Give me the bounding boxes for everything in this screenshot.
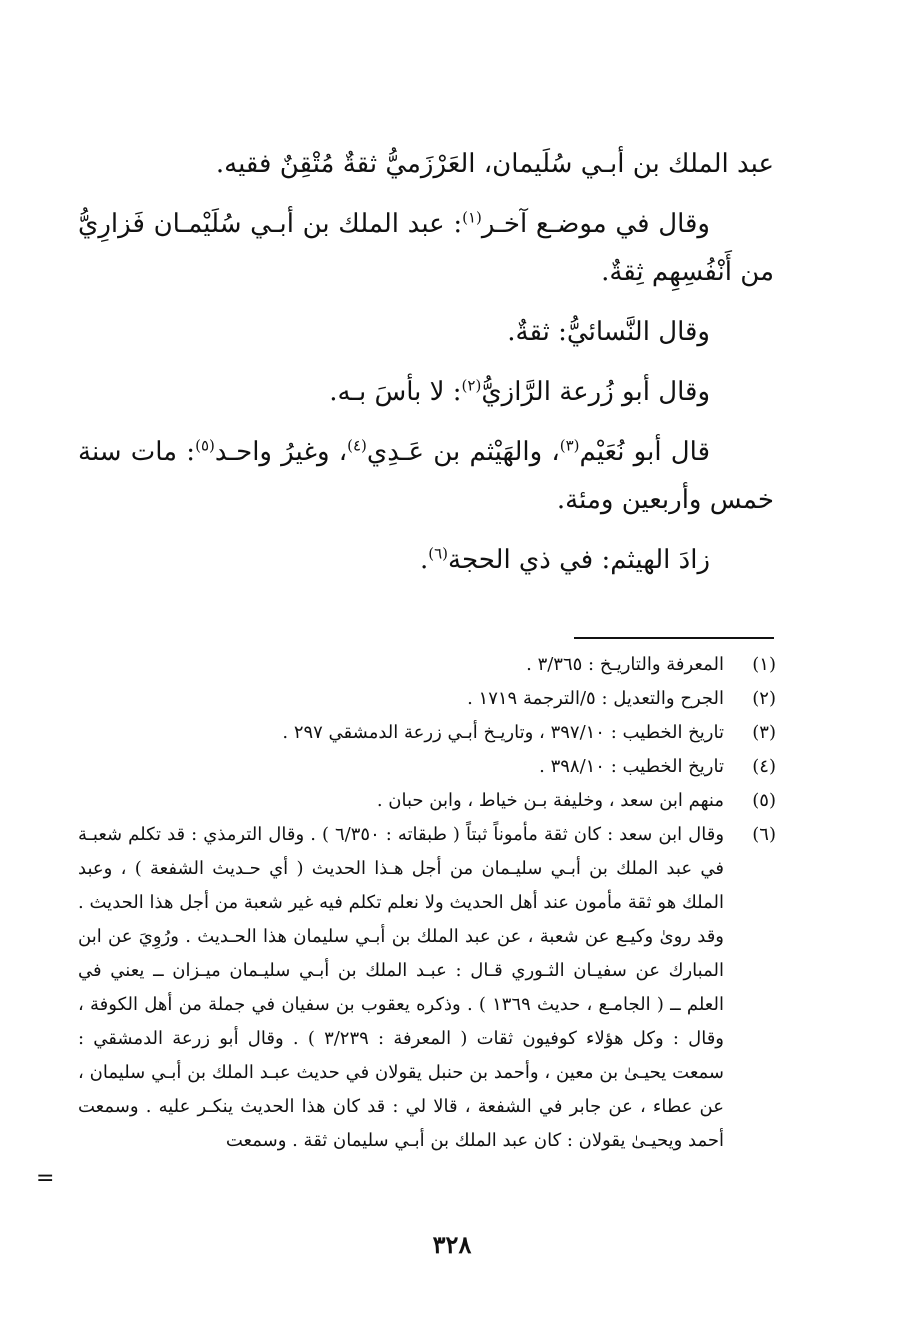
paragraph-6-text-a: زادَ الهيثم: في ذي الحجة xyxy=(448,545,710,575)
footnote-text: تاريخ الخطيب : ٣٩٨/١٠ . xyxy=(539,756,724,777)
footnote-number: (٦) xyxy=(752,824,776,845)
continuation-mark: = xyxy=(36,1166,55,1191)
footnote-number: (٤) xyxy=(752,756,776,777)
paragraph-5-text-d: : مات سنة خمس وأربعين ومئة. xyxy=(78,437,774,515)
footnote-text: وقال ابن سعد : كان ثقة مأموناً ثبتاً ( طبقاته : ٦/٣٥٠ ) . وقال الترمذي : قد تكلم شعبـة في عبد الملك بن أبـي سليـمان من أجل هـذا الحديث ( أي حـديث الشفعة ) ، وعبد الملك هو ثقة مأمون عند أهل الحديث ولا نعلم تكلم فيه غير شعبة من أجل هذا الحديث . وقد روىٰ وكيـع عن شعبة ، عن عبد الملك بن أبـي سليمان هذا الحـديث . ورُوِيَ عن ابن المبارك عن سفيـان الثـوري قـال : عبـد الملك بن أبـي سليـمان ميـزان ــ يعني في العلم ــ ( الجامـع ، حديث ١٣٦٩ ) . وذكره يعقوب بن سفيان في جملة من أهل الكوفة ، وقال : وكل هؤلاء كوفيون ثقات ( المعرفة : ٣/٢٣٩ ) . وقال أبو زرعة الدمشقي : سمعت يحيـىٰ بن معين ، وأحمد بن حنبل يقولان في حديث عبـد الملك بن أبـي سليمان ، عن عطاء ، عن جابر في الشفعة ، قالا لي : قد كان هذا الحديث ينكـر عليه . وسمعت أحمد ويحيـىٰ يقولان : كان عبد الملك بن أبـي سليمان ثقة . وسمعت xyxy=(78,824,725,1151)
paragraph-3-text: وقال النَّسائيُّ: ثقةٌ. xyxy=(507,317,710,347)
paragraph-5-text-c: ، وغيرُ واحـد xyxy=(214,437,348,467)
footnote-number: (١) xyxy=(752,654,776,675)
paragraph-3 xyxy=(78,308,774,356)
footnote-ref-3[interactable]: (٣) xyxy=(559,436,580,455)
footnote-ref-4[interactable]: (٤) xyxy=(347,436,367,455)
footnote-5 xyxy=(78,784,776,818)
paragraph-5 xyxy=(78,428,774,524)
paragraph-4-text-a: وقال أبو زُرعة الرَّازيُّ xyxy=(481,377,710,407)
paragraph-1-text: عبد الملك بن أبـي سُلَيمان، العَرْزَميُّ ثقةٌ مُتْقِنٌ فقيه. xyxy=(215,149,774,179)
footnote-text: المعرفة والتاريـخ : ٣/٣٦٥ . xyxy=(526,654,724,675)
footnote-2 xyxy=(78,682,776,716)
footnote-ref-2[interactable]: (٢) xyxy=(461,376,482,395)
footnote-6 xyxy=(78,818,776,1158)
paragraph-1 xyxy=(78,140,774,188)
footnote-ref-6[interactable]: (٦) xyxy=(428,544,449,563)
footnote-number: (٥) xyxy=(752,790,776,811)
footnotes xyxy=(78,648,776,1158)
paragraph-2 xyxy=(78,200,774,296)
footnote-ref-5[interactable]: (٥) xyxy=(195,436,215,455)
footnote-text: الجرح والتعديل : ٥/الترجمة ١٧١٩ . xyxy=(467,688,724,709)
paragraph-2-text-a: وقال في موضـع آخـر xyxy=(481,209,710,239)
footnote-number: (٣) xyxy=(752,722,776,743)
footnote-1 xyxy=(78,648,776,682)
paragraph-6 xyxy=(78,536,774,584)
footnote-text: تاريخ الخطيب : ٣٩٧/١٠ ، وتاريـخ أبـي زرعة الدمشقي ٢٩٧ . xyxy=(282,722,724,743)
footnote-3 xyxy=(78,716,776,750)
footnote-separator xyxy=(574,637,774,639)
paragraph-2-text-b: : عبد الملك بن أبـي سُلَيْمـان فَزارِيُّ من أَنْفُسِهِم ثِقةٌ. xyxy=(78,209,774,287)
footnote-ref-1[interactable]: (١) xyxy=(462,208,482,227)
paragraph-5-text-b: ، والهَيْثم بن عَـدِي xyxy=(366,437,560,467)
footnote-4 xyxy=(78,750,776,784)
paragraph-4-text-b: : لا بأسَ بـه. xyxy=(329,377,462,407)
footnote-text: منهم ابن سعد ، وخليفة بـن خياط ، وابن حبان . xyxy=(376,790,724,811)
main-text xyxy=(78,140,774,596)
paragraph-6-text-b: . xyxy=(419,545,429,575)
page-number: ٣٢٨ xyxy=(432,1230,472,1259)
paragraph-4 xyxy=(78,368,774,416)
footnote-number: (٢) xyxy=(752,688,776,709)
paragraph-5-text-a: قال أبو نُعَيْم xyxy=(579,437,711,467)
